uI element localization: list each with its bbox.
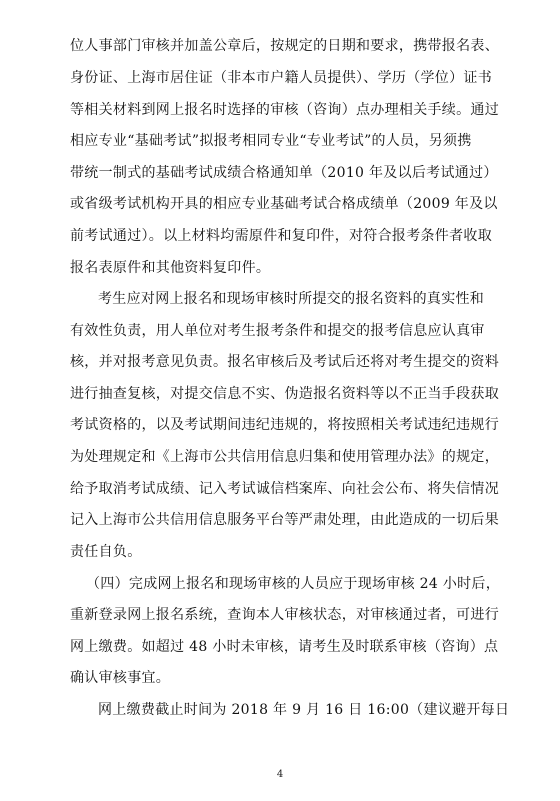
text-line: 或省级考试机构开具的相应专业基础考试合格成绩单（2009 年及以 xyxy=(70,196,498,212)
text-line: 确认审核事宜。 xyxy=(70,670,171,686)
text-line: 相应专业“基础考试”拟报考相同专业“专业考试”的人员，另须携 xyxy=(70,133,472,149)
text-line: 核，并对报考意见负责。报名审核后及考试后还将对考生提交的资料 xyxy=(70,354,499,370)
text-line: 等相关材料到网上报名时选择的审核（咨询）点办理相关手续。通过 xyxy=(70,102,499,118)
text-line: 进行抽查复核，对提交信息不实、伪造报名资料等以不正当手段获取 xyxy=(70,386,499,402)
text-line: 网上缴费。如超过 48 小时未审核，请考生及时联系审核（咨询）点 xyxy=(70,639,499,655)
text-line: 身份证、上海市居住证（非本市户籍人员提供）、学历（学位）证书 xyxy=(70,70,492,86)
paragraph-first-line: 考生应对网上报名和现场审核时所提交的报名资料的真实性和 xyxy=(98,291,485,307)
paragraph-first-line: 网上缴费截止时间为 2018 年 9 月 16 日 16:00（建议避开每日 xyxy=(98,702,510,718)
text-line: 前考试通过）。以上材料均需原件和复印件，对符合报考条件者收取 xyxy=(70,228,492,244)
paragraph-first-line: （四）完成网上报名和现场审核的人员应于现场审核 24 小时后， xyxy=(86,576,501,592)
page-number: 4 xyxy=(276,769,284,780)
text-line: 给予取消考试成绩、记入考试诚信档案库、向社会公布、将失信情况 xyxy=(70,481,499,497)
text-line: 位人事部门审核并加盖公章后，按规定的日期和要求，携带报名表、 xyxy=(70,38,499,54)
text-line: 重新登录网上报名系统，查询本人审核状态，对审核通过者，可进行 xyxy=(70,607,499,623)
text-line: 报名表原件和其他资料复印件。 xyxy=(70,260,271,276)
text-line: 责任自负。 xyxy=(70,544,142,560)
text-line: 为处理规定和《上海市公共信用信息归集和使用管理办法》的规定， xyxy=(70,449,499,465)
text-line: 考试资格的，以及考试期间违纪违规的，将按照相关考试违纪违规行 xyxy=(70,417,499,433)
text-line: 带统一制式的基础考试成绩合格通知单（2010 年及以后考试通过） xyxy=(70,165,498,181)
text-line: 记入上海市公共信用信息服务平台等严肃处理，由此造成的一切后果 xyxy=(70,512,499,528)
text-line: 有效性负责，用人单位对考生报考条件和提交的报考信息应认真审 xyxy=(70,323,485,339)
